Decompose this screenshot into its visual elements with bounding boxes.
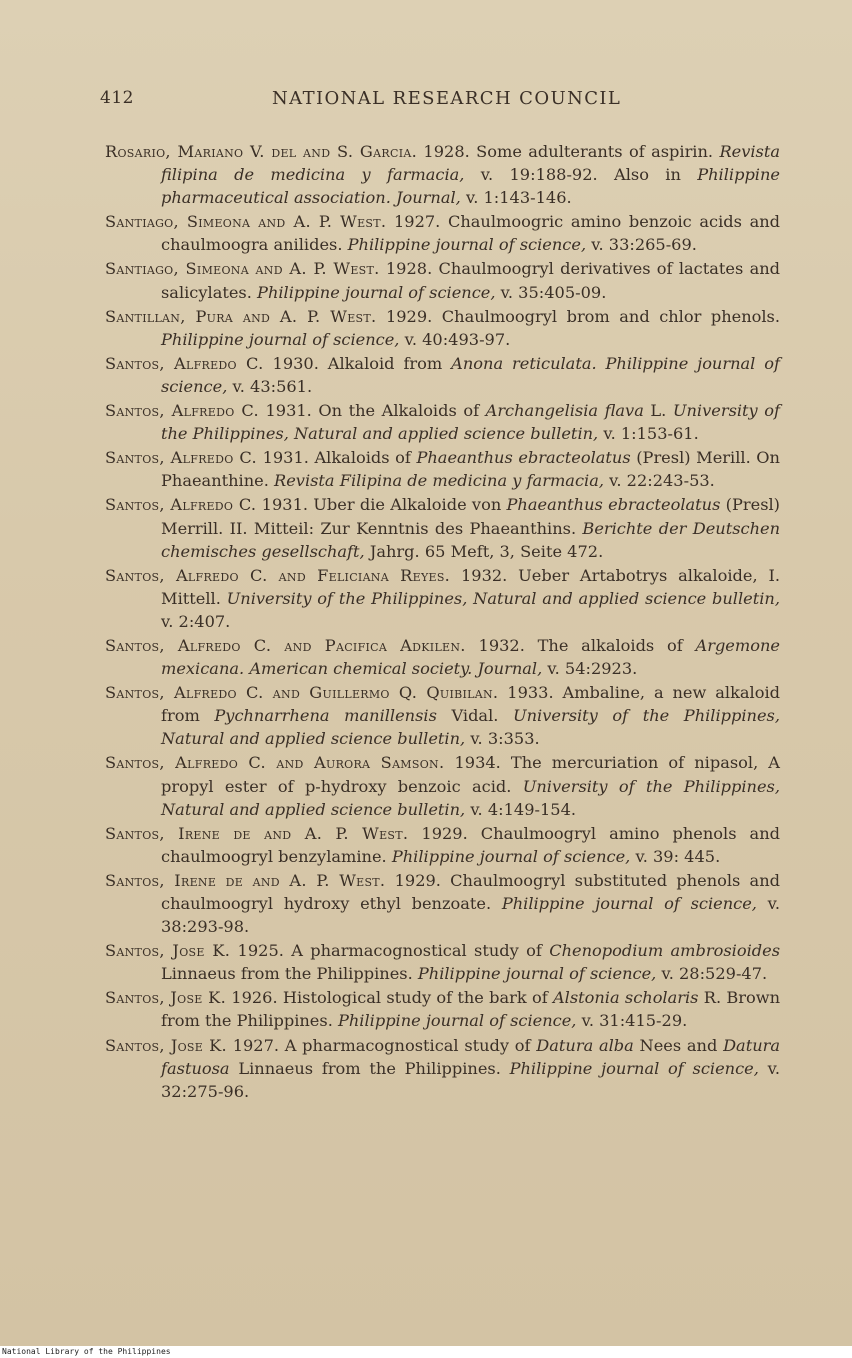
entry-italic: Philippine journal of science, (257, 282, 496, 302)
entry-italic: Berichte der Deutschen chemisches gesellschaft, (161, 518, 781, 561)
bibliography-entry (105, 939, 780, 985)
entry-italic: Philippine journal of science, (337, 1011, 577, 1031)
bibliography-entry (105, 564, 780, 633)
entry-italic: Philippine pharmaceutical association. Journal, (161, 165, 780, 208)
entry-author: Santos, Jose K. (105, 988, 227, 1008)
entry-text: v. 4:149-154. (465, 799, 577, 819)
entry-text: R. Brown from the Philippines. (161, 988, 781, 1031)
bibliography-entry (105, 822, 780, 868)
entry-author: Santos, Alfredo C. and Pacifica Adkilen. (105, 635, 466, 655)
bibliography-entry (105, 305, 780, 351)
entry-text: 1931. Uber die Alkaloide von (256, 495, 507, 515)
entry-italic: Anona reticulata. Philippine journal of science, (161, 353, 780, 396)
entry-italic: Argemone mexicana. American chemical society. Journal, (161, 635, 780, 679)
page-number: 412 (100, 88, 134, 108)
entry-author: Santos, Jose K. (105, 1035, 227, 1055)
entry-author: Santos, Alfredo C. (105, 401, 259, 421)
entry-text: v. 39: 445. (630, 846, 721, 866)
entry-text: 1934. The mercuriation of nipasol, A propyl ester of p-hydroxy benzoic acid. (161, 753, 781, 796)
entry-text: Linnaeus from the Philippines. (161, 964, 418, 984)
entry-text: 1927. A pharmacognostical study of (226, 1035, 537, 1055)
entry-italic: University of the Philippines, Natural and applied science bulletin, (161, 401, 780, 444)
entry-author: Santos, Alfredo C. (105, 448, 257, 468)
entry-text: v. 2:407. (161, 611, 231, 631)
entry-text: v. 40:493-97. (399, 329, 511, 349)
entry-text: (Presl) Merrill. II. Mitteil: Zur Kenntnis des Phaeanthins. (161, 495, 780, 538)
entry-text: L. (643, 401, 673, 421)
entry-text: v. 22:243-53. (604, 471, 715, 491)
entry-italic: Phaeanthus ebracteolatus (506, 495, 721, 515)
bibliography-entry (105, 681, 780, 750)
entry-text: v. 35:405-09. (495, 282, 607, 302)
entry-text: v. 43:561. (227, 376, 313, 396)
bibliography-entry (105, 399, 780, 445)
entry-italic: Philippine journal of science, (161, 329, 400, 349)
entry-text: v. 3:353. (465, 729, 540, 749)
page-header (100, 88, 780, 114)
entry-author: Santos, Alfredo C. (105, 495, 257, 515)
bibliography-entry (105, 1034, 780, 1103)
bibliography-list (105, 140, 780, 1104)
library-credit: National Library of the Philippines (2, 1347, 171, 1356)
entry-italic: Revista Filipina de medicina y farmacia, (274, 471, 604, 491)
entry-italic: Chenopodium ambrosioides (549, 941, 781, 961)
bibliography-entry (105, 210, 780, 256)
entry-italic: Philippine journal of science, (347, 235, 587, 255)
entry-text: v. 32:275-96. (161, 1058, 780, 1101)
entry-text: Jahrg. 65 Meft, 3, Seite 472. (364, 541, 604, 561)
entry-text: v. 28:529-47. (656, 964, 768, 984)
entry-text: Linnaeus from the Philippines. (229, 1058, 510, 1078)
entry-italic: Philippine journal of science, (417, 964, 657, 984)
bibliography-entry (105, 446, 780, 492)
entry-italic: Phaeanthus ebracteolatus (416, 448, 631, 468)
entry-italic: Pychnarrhena manillensis (214, 706, 437, 726)
entry-text: v. 1:153-61. (598, 424, 699, 444)
entry-author: Rosario, Mariano V. del and S. Garcia. (105, 142, 418, 161)
entry-author: Santos, Alfredo C. and Aurora Samson. (105, 753, 445, 773)
entry-italic: Revista filipina de medicina y farmacia, (161, 142, 780, 185)
entry-italic: Alstonia scholaris (552, 988, 699, 1008)
entry-italic: Archangelisia flava (485, 401, 644, 421)
entry-text: (Presl) Merill. On Phaeanthine. (161, 448, 780, 491)
entry-text: 1933. Ambaline, a new alkaloid from (161, 683, 780, 726)
entry-text: 1929. Chaulmoogryl amino phenols and chaulmoogryl benzylamine. (161, 823, 780, 866)
entry-text: 1932. Ueber Artabotrys alkaloide, I. Mittell. (161, 565, 780, 608)
entry-italic: Philippine journal of science, (501, 894, 757, 913)
entry-text: 1925. A pharmacognostical study of (230, 941, 550, 961)
entry-text: v. 38:293-98. (161, 894, 780, 937)
entry-author: Santos, Jose K. (105, 941, 231, 961)
entry-text: 1931. Alkaloids of (256, 448, 417, 468)
entry-text: 1929. Chaulmoogryl substituted phenols and chaulmoogryl hydroxy ethyl benzoate. (161, 870, 780, 913)
bibliography-entry (105, 140, 780, 209)
bibliography-entry (105, 751, 780, 820)
entry-text: v. 33:265-69. (586, 235, 697, 255)
entry-italic: Philippine journal of science, (391, 846, 631, 866)
entry-text: 1927. Chaulmoogric amino benzoic acids and chaulmoogra anilides. (161, 212, 781, 255)
entry-italic: University of the Philippines, Natural and applied science bulletin, (161, 706, 781, 749)
entry-author: Santos, Irene de and A. P. West. (105, 870, 386, 890)
entry-text: 1929. Chaulmoogryl brom and chlor phenols. (376, 306, 780, 326)
entry-text: v. 1:143-146. (460, 188, 572, 208)
bibliography-entry (105, 257, 780, 303)
entry-text: 1930. Alkaloid from (263, 353, 452, 373)
entry-italic: University of the Philippines, Natural and applied science bulletin, (226, 588, 780, 608)
entry-italic: Philippine journal of science, (509, 1058, 759, 1078)
running-head: NATIONAL RESEARCH COUNCIL (272, 88, 622, 109)
entry-text: 1932. The alkaloids of (465, 635, 696, 655)
entry-text: v. 19:188-92. Also in (464, 165, 698, 185)
bibliography-entry (105, 493, 780, 562)
entry-text: 1928. Some adulterants of aspirin. (417, 142, 720, 161)
entry-author: Santos, Alfredo C. and Feliciana Reyes. (105, 565, 451, 585)
bibliography-entry (105, 352, 780, 398)
bibliography-entry (105, 986, 780, 1032)
entry-italic: Datura fastuosa (161, 1035, 781, 1078)
entry-author: Santos, Alfredo C. (105, 353, 264, 373)
entry-text: Vidal. (436, 706, 513, 726)
entry-italic: Datura alba (536, 1035, 634, 1055)
entry-author: Santos, Alfredo C. and Guillermo Q. Quibilan. (105, 683, 499, 703)
entry-text: v. 54:2923. (542, 659, 638, 679)
entry-italic: University of the Philippines, Natural and applied science bulletin, (161, 776, 780, 819)
entry-text: 1931. On the Alkaloids of (258, 401, 486, 421)
entry-author: Santiago, Simeona and A. P. West. (105, 212, 387, 232)
entry-text: 1928. Chaulmoogryl derivatives of lactates and salicylates. (161, 259, 781, 302)
bibliography-entry (105, 634, 780, 680)
entry-text: v. 31:415-29. (576, 1011, 688, 1031)
entry-author: Santillan, Pura and A. P. West. (105, 306, 377, 326)
entry-text: 1926. Histological study of the bark of (226, 988, 553, 1008)
entry-author: Santiago, Simeona and A. P. West. (105, 259, 380, 279)
bibliography-entry (105, 869, 780, 938)
entry-text: Nees and (633, 1035, 724, 1055)
entry-author: Santos, Irene de and A. P. West. (105, 823, 409, 843)
